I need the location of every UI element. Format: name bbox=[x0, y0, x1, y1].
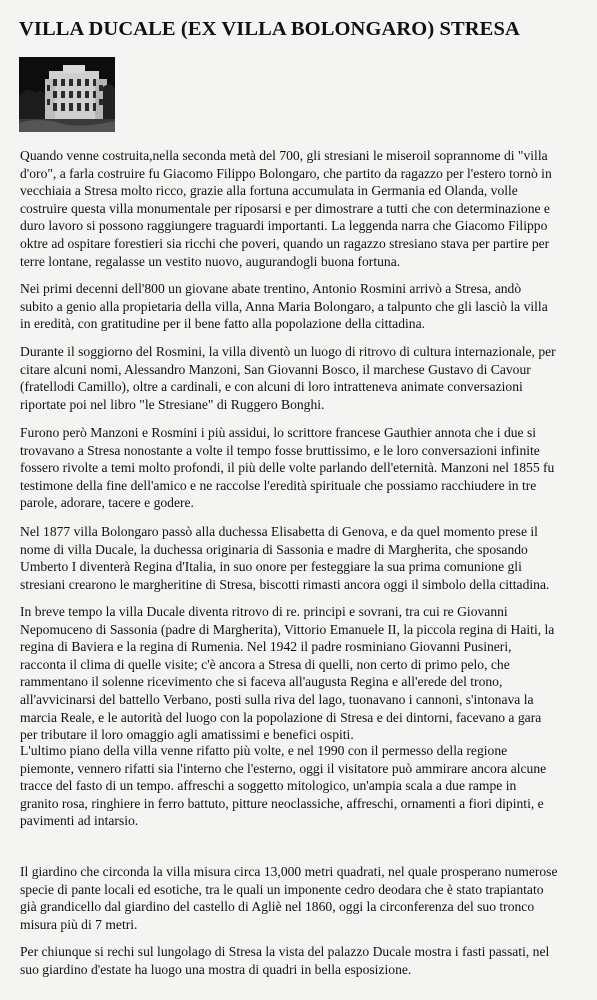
text-line: costruire questa villa monumentale per riposarsi e per dimostrare a tutti che con determinazione e bbox=[20, 200, 550, 216]
paragraph-visitors bbox=[20, 343, 585, 413]
text-line: in eredità, con gratitudine per il bene fatto alla popolazione della cittadina. bbox=[20, 316, 426, 332]
text-line: fossero rivolte a temi molto profondi, il più delle volte parlando dell'eternità. Manzoni nel 1855 fu bbox=[20, 460, 555, 476]
text-line: racconta il clima di quelle visite; c'è ancora a Stresa di quelli, non certo di primo pelo, che bbox=[20, 656, 510, 672]
text-line: Il giardino che circonda la villa misura circa 13,000 metri quadrati, nel quale prosperano numerose bbox=[20, 864, 558, 879]
text-line: parole, adorare, tacere e godere. bbox=[20, 495, 194, 511]
text-line: già grandicello dal giardino del castello di Agliè nel 1860, oggi la circonferenza del suo tronco bbox=[20, 899, 535, 915]
text-line: citare alcuni nomi, Alessandro Manzoni, San Giovanni Bosco, il marchese Gustavo di Cavour bbox=[20, 361, 531, 377]
page-title: VILLA DUCALE (EX VILLA BOLONGARO) STRESA bbox=[19, 18, 520, 40]
text-line: tracce del fasto di un tempo. affreschi a soggetto mitologico, un'ampia scala a due rampe in bbox=[20, 778, 517, 794]
text-line: Nepomuceno di Sassonia (padre di Margherita), Vittorio Emanuele II, la piccola regina di Haiti, la bbox=[20, 621, 555, 637]
text-line: terre lontane, regalasse un vestito nuovo, augurandogli buona fortuna. bbox=[20, 253, 401, 269]
text-line: Nei primi decenni dell'800 un giovane abate trentino, Antonio Rosmini arrivò a Stresa, andò bbox=[20, 281, 522, 296]
text-line: stresiani crearono le margheritine di Stresa, biscotti rimasti ancora oggi il simbolo della cittadina. bbox=[20, 576, 550, 592]
paragraph-royals bbox=[20, 603, 585, 744]
text-line: piemonte, vennero rifatti sia l'interno che l'esterno, oggi il visitatore può ammirare ancora alcune bbox=[20, 760, 547, 776]
text-line: In breve tempo la villa Ducale diventa ritrovo di re. principi e sovrani, tra cui re Giovanni bbox=[20, 604, 508, 619]
text-line: granito rosa, ringhiere in ferro battuto, pitture neoclassiche, affreschi, ornamenti a fiori dipinti, e bbox=[20, 795, 544, 811]
text-line: subito a genio alla propietaria della villa, Anna Maria Bolongaro, a talpunto che gli lasciò la villa bbox=[20, 298, 548, 314]
text-line: d'oro", a farla costruire fu Giacomo Filippo Bolongaro, che partito da ragazzo per l'estero tornò in bbox=[20, 165, 552, 181]
paragraph-garden bbox=[20, 863, 585, 933]
villa-photo bbox=[19, 57, 115, 132]
text-line: all'avvicinarsi del battello Verbano, posti sulla riva del lago, tuonavano i cannoni, s'intonava la bbox=[20, 691, 534, 707]
text-line: Durante il soggiorno del Rosmini, la villa diventò un luogo di ritrovo di cultura internazionale, per bbox=[20, 344, 556, 359]
text-line: misura più di 7 metri. bbox=[20, 916, 138, 932]
text-line: pavimenti ad intarsio. bbox=[20, 813, 139, 829]
villa-photo-icon bbox=[19, 57, 115, 132]
text-line: Quando venne costruita,nella seconda metà del 700, gli stresiani le miseroil soprannome di "villa bbox=[20, 148, 548, 163]
text-line: riportate poi nel libro "le Stresiane" di Ruggero Bonghi. bbox=[20, 396, 325, 412]
text-line: oktre ad ospitare forestieri sia ricchi che poveri, quando un ragazzo stresiano stava per partire per bbox=[20, 235, 550, 251]
text-line: testimone della fine dell'amico e ne raccolse l'eredità spirituale che possiamo racchiudere in tre bbox=[20, 477, 537, 493]
text-line: specie di pante locali ed esotiche, tra le quali un imponente cedro deodara che è stato trapiantato bbox=[20, 881, 544, 897]
text-line: trovavano a Stresa nonostante a volte il tempo fosse bruttissimo, e le loro conversazioni infinite bbox=[20, 442, 540, 458]
text-line: per tributare il loro omaggio agli amatissimi e benefici ospiti. bbox=[20, 727, 354, 743]
text-line: Furono però Manzoni e Rosmini i più assidui, lo scrittore francese Gauthier annota che i due si bbox=[20, 425, 537, 440]
text-line: Nel 1877 villa Bolongaro passò alla duchessa Elisabetta di Genova, e da quel momento prese il bbox=[20, 524, 538, 539]
text-line: Per chiunque si rechi sul lungolago di Stresa la vista del palazzo Ducale mostra i fasti passati, nel bbox=[20, 944, 550, 959]
text-line: regina di Baviera e la regina di Rumenia. Nel 1942 il padre rosminiano Giovanni Pusineri, bbox=[20, 639, 512, 655]
text-line: marcia Reale, e le autorità del luogo con la popolazione di Stresa e dei dintorni, facevano a gara bbox=[20, 709, 542, 725]
text-line: rammentano il solenne ricevimento che si faceva all'augusta Regina e all'erede del trono, bbox=[20, 674, 503, 690]
paragraph-duchessa bbox=[20, 523, 585, 593]
text-line: duro lavoro si possono raggiungere traguardi importanti. La leggenda narra che Giacomo Filippo bbox=[20, 218, 548, 234]
text-line: (fratellodi Camillo), oltre a cardinali, e con alcuni di loro intratteneva animate conversazioni bbox=[20, 379, 523, 395]
text-line: vecchiaia a Stresa molto ricco, grazie alla fortuna accumulata in Germania ed Olanda, volle bbox=[20, 183, 518, 199]
text-line: L'ultimo piano della villa venne rifatto più volte, e nel 1990 con il permesso della regione bbox=[20, 743, 508, 758]
paragraph-restoration bbox=[20, 742, 585, 830]
text-line: Umberto I diventerà Regina d'Italia, in suo onore per festeggiare la sua prima comunione gli bbox=[20, 559, 522, 575]
text-line: nome di villa Ducale, la duchessa originaria di Sassonia e madre di Margherita, che sposando bbox=[20, 541, 528, 557]
paragraph-history bbox=[20, 147, 585, 270]
text-line: suo giardino d'estate ha luogo una mostra di quadri in bella esposizione. bbox=[20, 961, 412, 977]
paragraph-manzoni bbox=[20, 424, 585, 512]
paragraph-rosmini bbox=[20, 280, 585, 333]
paragraph-exhibition bbox=[20, 943, 585, 978]
